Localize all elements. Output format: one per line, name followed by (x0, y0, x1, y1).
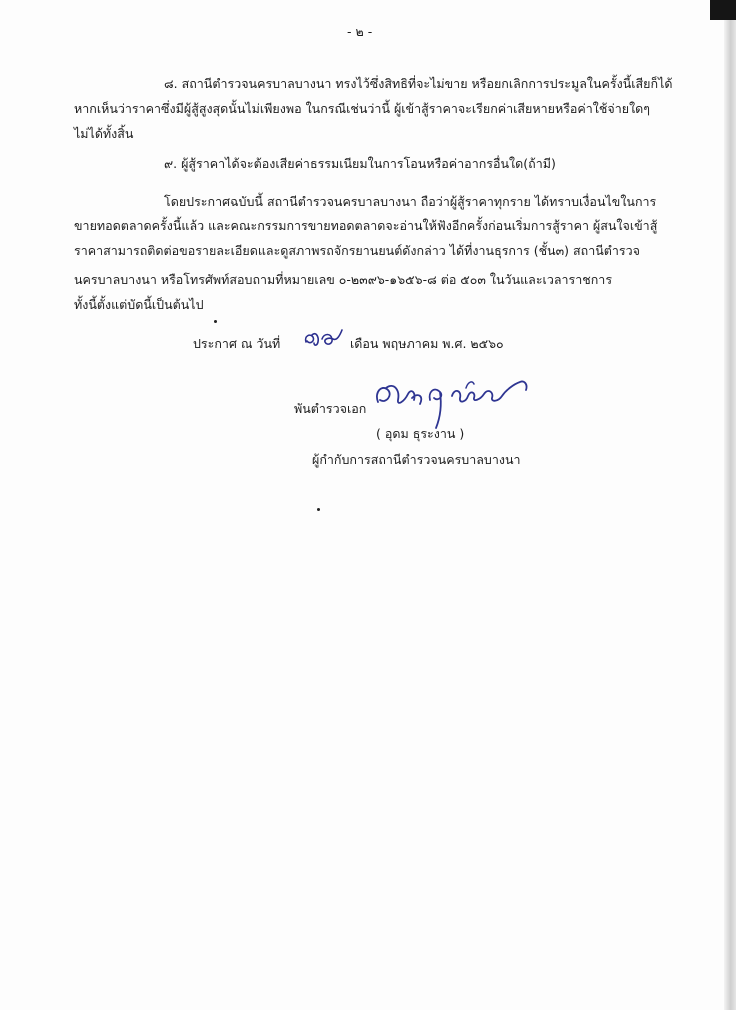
announcement-line-2: ขายทอดตลาดครั้งนี้แล้ว และคณะกรรมการขายทอดตลาดจะอ่านให้ฟังอีกครั้งก่อนเริ่มการสู้ราคา ผู้สนใจเข้าสู้ (74, 218, 658, 233)
signatory-rank: พันตำรวจเอก (294, 401, 367, 416)
date-month-year: เดือน พฤษภาคม พ.ศ. ๒๕๖๐ (350, 336, 504, 351)
signatory-position: ผู้กำกับการสถานีตำรวจนครบาลบางนา (312, 452, 521, 467)
scan-edge-shadow (724, 0, 736, 1010)
signatory-name: ( อุดม ธุระงาน ) (376, 426, 465, 441)
handwritten-day-number (302, 327, 346, 351)
scan-corner-mark (710, 0, 736, 20)
announcement-line-1: โดยประกาศฉบับนี้ สถานีตำรวจนครบาลบางนา ถือว่าผู้สู้ราคาทุกราย ได้ทราบเงื่อนไขในการ (164, 194, 657, 209)
date-prefix: ประกาศ ณ วันที่ (193, 336, 281, 351)
item-9-line-1: ๙. ผู้สู้ราคาได้จะต้องเสียค่าธรรมเนียมในการโอนหรือค่าอากรอื่นใด(ถ้ามี) (164, 156, 556, 171)
item-8-line-2: หากเห็นว่าราคาซึ่งมีผู้สู้สูงสุดนั้นไม่เพียงพอ ในกรณีเช่นว่านี้ ผู้เข้าสู้ราคาจะเรียกค่าเสียหายหรือค่าใช้จ่ายใดๆ (74, 101, 651, 116)
item-8-line-3: ไม่ได้ทั้งสิ้น (74, 126, 134, 141)
page-number: - ๒ - (347, 24, 373, 39)
announcement-line-5: ทั้งนี้ตั้งแต่บัดนี้เป็นต้นไป (74, 297, 204, 312)
scan-speck (214, 320, 217, 323)
announcement-line-3: ราคาสามารถติดต่อขอรายละเอียดและดูสภาพรถจักรยานยนต์ดังกล่าว ได้ที่งานธุรการ (ชั้น๓) สถานีตำรวจ (74, 243, 640, 258)
announcement-line-4: นครบาลบางนา หรือโทรศัพท์สอบถามที่หมายเลข ๐-๒๓๙๖-๑๖๕๖-๘ ต่อ ๕๐๓ ในวันและเวลาราชการ (74, 272, 613, 287)
handwritten-signature (368, 362, 538, 432)
item-8-line-1: ๘. สถานีตำรวจนครบาลบางนา ทรงไว้ซึ่งสิทธิที่จะไม่ขาย หรือยกเลิกการประมูลในครั้งนี้เสียก็ได้ (164, 76, 673, 91)
scan-speck (317, 508, 320, 511)
